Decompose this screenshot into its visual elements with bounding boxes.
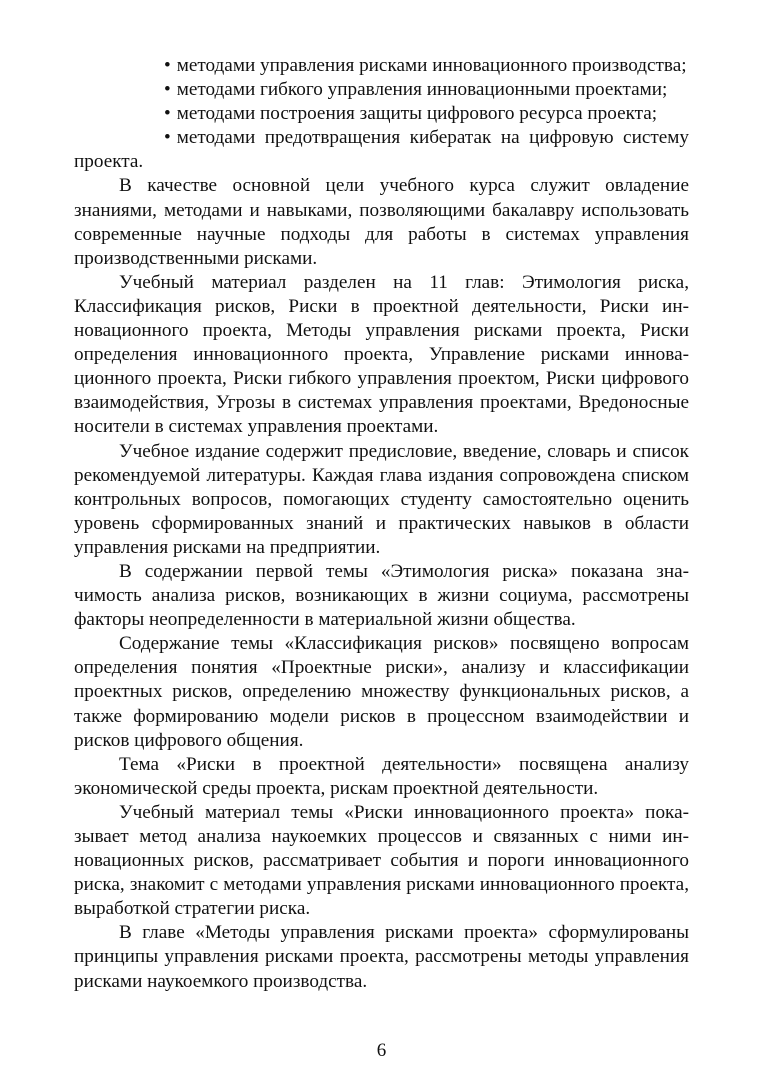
paragraph-topic-management-methods: В главе «Методы управления рисками проекта» сформулированы принципы управления рисками проекта, рассмотрены методы управления рисками наукоемкого производства. — [74, 922, 689, 992]
bullet-text: методами гибкого управления инновационными проектами; — [176, 79, 668, 101]
bullet-item — [74, 78, 689, 102]
paragraph-topic-project-activity: Тема «Риски в проектной деятельности» посвящена анализу экономической среды проекта, рискам проектной деятельности. — [74, 753, 689, 799]
bullet-text: методами построения защиты цифрового ресурса проекта; — [176, 103, 658, 125]
bullet-item — [74, 102, 689, 126]
paragraph-topic-classification: Содержание темы «Классификация рисков» посвящено вопросам определения понятия «Проектные риски», анализу и классификации проектных рисков, определению множеству функциональных рисков, а также формированию модели рисков в процессном взаимодействии и рисков цифрового общения. — [74, 633, 689, 751]
page-number: 6 — [376, 1040, 387, 1061]
bullet-icon: • — [164, 103, 171, 125]
paragraph-topic-innovation-project: Учебный материал темы «Риски инновационного проекта» показывает метод анализа наукоемких процессов и связанных с ними инновационных рисков, рассматривает события и пороги инновационного риска, знакомит с методами управления рисками инновационного проекта, выработкой стратегии риска. — [74, 801, 689, 920]
paragraph-topic-etymology: В содержании первой темы «Этимология риска» показана значимость анализа рисков, возникающих в жизни социума, рассмотрены факторы неопределенности в материальной жизни общества. — [74, 560, 689, 631]
bullet-item — [74, 126, 689, 174]
bullet-item — [74, 54, 689, 78]
bullet-text: методами предотвращения кибератак на цифровую систему проекта. — [74, 127, 689, 173]
paragraph-chapters: Учебный материал разделен на 11 глав: Этимология риска, Классификация рисков, Риски в проектной деятельности, Риски инновационного проекта, Методы управления рисками проекта, Риски определения инновационного проекта, Управление рисками инновационного проекта, Риски гибкого управления проектом, Риски цифрового взаимодействия, Угрозы в системах управления проектами, Вредоносные носители в системах управления проектами. — [74, 271, 689, 438]
bullet-icon: • — [164, 127, 171, 149]
document-page — [74, 54, 689, 994]
paragraph-course-goal: В качестве основной цели учебного курса служит овладение знаниями, методами и навыками, позволяющими бакалавру использовать современные научные подходы для работы в системах управления производственными рисками. — [74, 175, 689, 269]
paragraph-edition-contents: Учебное издание содержит предисловие, введение, словарь и список рекомендуемой литературы. Каждая глава издания сопровождена списком контрольных вопросов, помогающих студенту самостоятельно оценить уровень сформированных знаний и практических навыков в области управления рисками на предприятии. — [74, 440, 689, 558]
bullet-text: методами управления рисками инновационного производства; — [176, 55, 687, 76]
bullet-icon: • — [164, 55, 171, 76]
bullet-icon: • — [164, 79, 171, 101]
